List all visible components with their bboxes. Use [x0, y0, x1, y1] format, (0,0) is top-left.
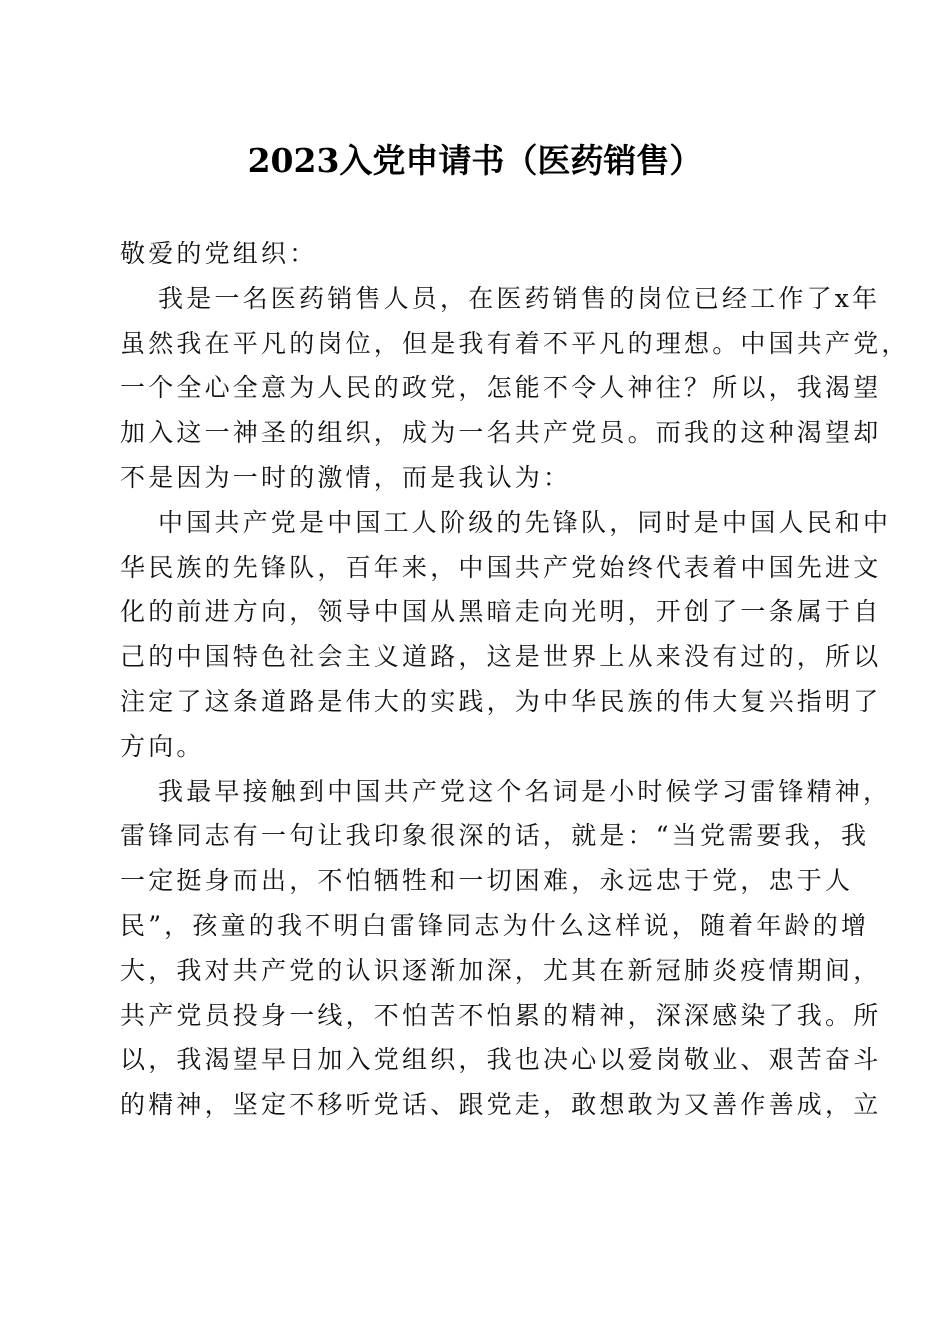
text-line: 以，我渴望早日加入党组织，我也决心以爱岗敬业、艰苦奋斗 [120, 1045, 882, 1075]
text-line: 雷锋同志有一句让我印象很深的话，就是：“当党需要我，我 [120, 821, 870, 851]
text-line: 我最早接触到中国共产党这个名词是小时候学习雷锋精神， [158, 776, 892, 806]
salutation: 敬爱的党组织： [120, 239, 318, 268]
paragraph-1 [120, 277, 910, 501]
text-line: 己的中国特色社会主义道路，这是世界上从来没有过的，所以 [120, 642, 882, 672]
text-line: 化的前进方向，领导中国从黑暗走向光明，开创了一条属于自 [120, 597, 882, 627]
text-line: 加入这一神圣的组织，成为一名共产党员。而我的这种渴望却 [120, 418, 882, 448]
text-line: 方向。 [120, 731, 205, 761]
text-line: 共产党员投身一线，不怕苦不怕累的精神，深深感染了我。所 [120, 1000, 882, 1030]
document-body [120, 232, 910, 1128]
paragraph-3 [120, 770, 892, 1128]
text-line: 的精神，坚定不移听党话、跟党走，敢想敢为又善作善成，立 [120, 1090, 882, 1120]
text-line: 注定了这条道路是伟大的实践，为中华民族的伟大复兴指明了 [120, 686, 882, 716]
text-line: 中国共产党是中国工人阶级的先锋队，同时是中国人民和中 [158, 507, 892, 537]
text-line: 一个全心全意为人民的政党，怎能不令人神往？所以，我渴望 [120, 373, 882, 403]
text-line: 大，我对共产党的认识逐渐加深，尤其在新冠肺炎疫情期间， [120, 955, 882, 985]
text-line: 民”，孩童的我不明白雷锋同志为什么这样说，随着年龄的增 [120, 910, 870, 940]
text-line: 华民族的先锋队，百年来，中国共产党始终代表着中国先进文 [120, 552, 882, 582]
text-line: 虽然我在平凡的岗位，但是我有着不平凡的理想。中国共产党， [120, 328, 910, 358]
document-title: 2023入党申请书（医药销售） [247, 141, 703, 180]
text-line: 不是因为一时的激情，而是我认为： [120, 462, 572, 492]
text-line: 一定挺身而出，不怕牺牲和一切困难，永远忠于党，忠于人 [120, 866, 854, 896]
paragraph-2 [120, 501, 892, 770]
text-line: 我是一名医药销售人员，在医药销售的岗位已经工作了x年 [158, 283, 881, 313]
